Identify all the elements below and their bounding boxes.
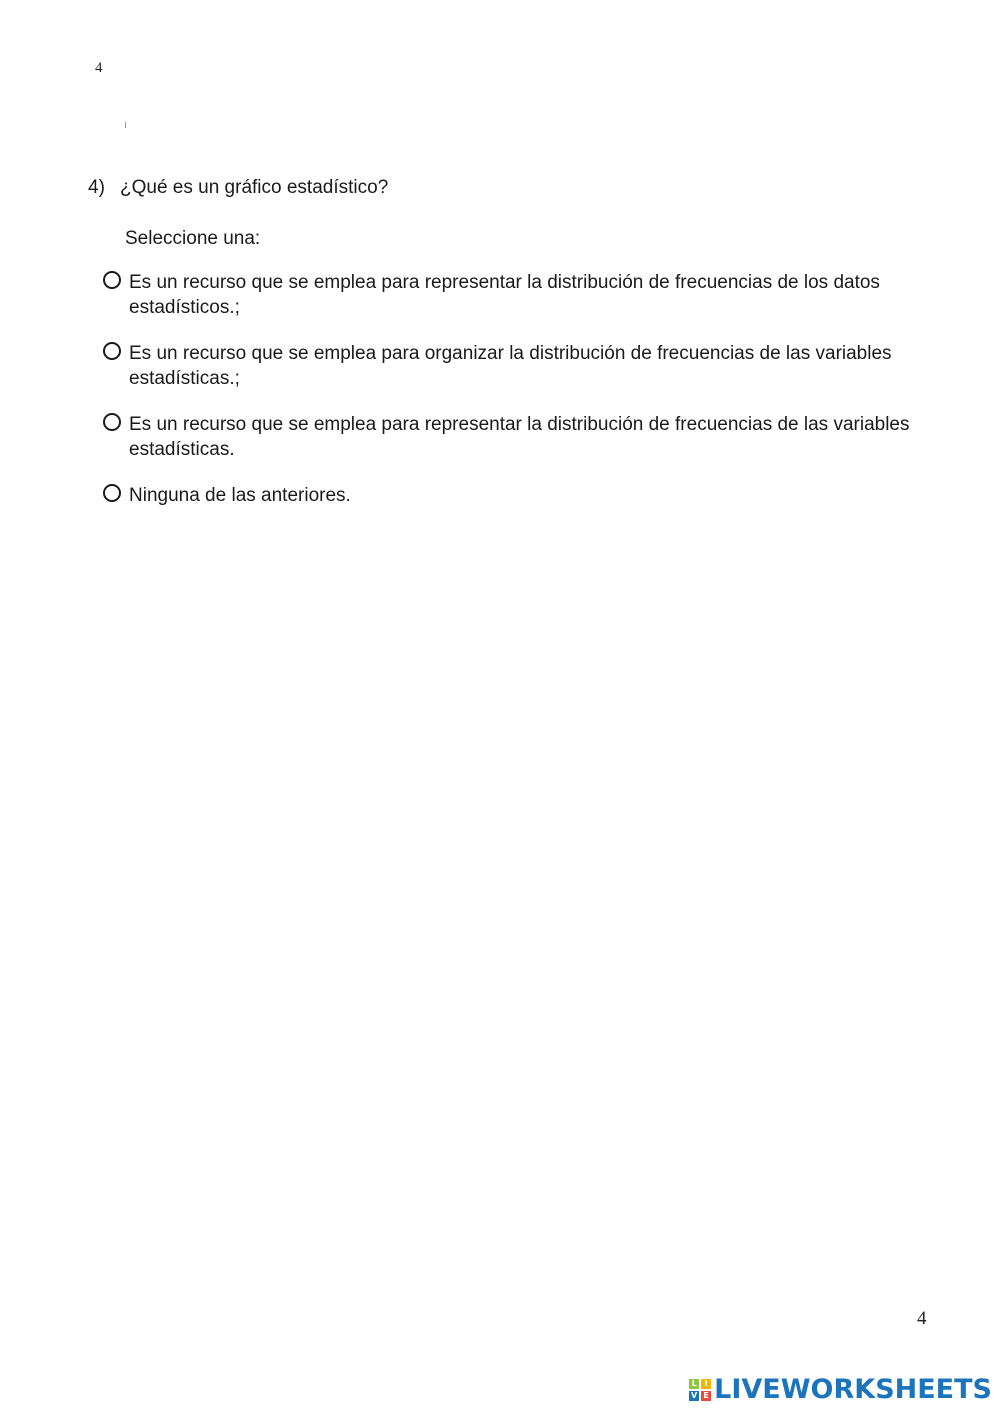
page-number-bottom: 4 xyxy=(917,1308,927,1329)
scan-mark xyxy=(125,122,126,128)
option-label: Ninguna de las anteriores. xyxy=(129,485,351,506)
question-text: ¿Qué es un gráfico estadístico? xyxy=(120,177,389,198)
answer-option-4[interactable] xyxy=(103,483,953,508)
logo-letter-e: E xyxy=(701,1391,711,1401)
logo-letter-i: I xyxy=(701,1379,711,1389)
option-label: Es un recurso que se emplea para representar la distribución de frecuencias de los datos estadísticos.; xyxy=(129,272,880,318)
answer-options xyxy=(103,270,953,529)
logo-letter-l: L xyxy=(689,1379,699,1389)
answer-option-1[interactable] xyxy=(103,270,953,320)
radio-button-icon[interactable] xyxy=(103,484,121,502)
instruction-text: Seleccione una: xyxy=(125,228,261,249)
brand-name: LIVEWORKSHEETS xyxy=(714,1374,992,1405)
option-label: Es un recurso que se emplea para organizar la distribución de frecuencias de las variables estadísticas.; xyxy=(129,343,892,389)
question-title xyxy=(88,176,388,200)
brand-logo-icon xyxy=(689,1379,711,1401)
page-number-top: 4 xyxy=(95,60,103,76)
answer-option-2[interactable] xyxy=(103,341,953,391)
radio-button-icon[interactable] xyxy=(103,271,121,289)
radio-button-icon[interactable] xyxy=(103,342,121,360)
liveworksheets-logo xyxy=(689,1374,992,1405)
answer-option-3[interactable] xyxy=(103,412,953,462)
option-label: Es un recurso que se emplea para representar la distribución de frecuencias de las variables estadísticas. xyxy=(129,414,910,460)
logo-letter-v: V xyxy=(691,1390,698,1400)
radio-button-icon[interactable] xyxy=(103,413,121,431)
question-number: 4) xyxy=(88,177,105,198)
